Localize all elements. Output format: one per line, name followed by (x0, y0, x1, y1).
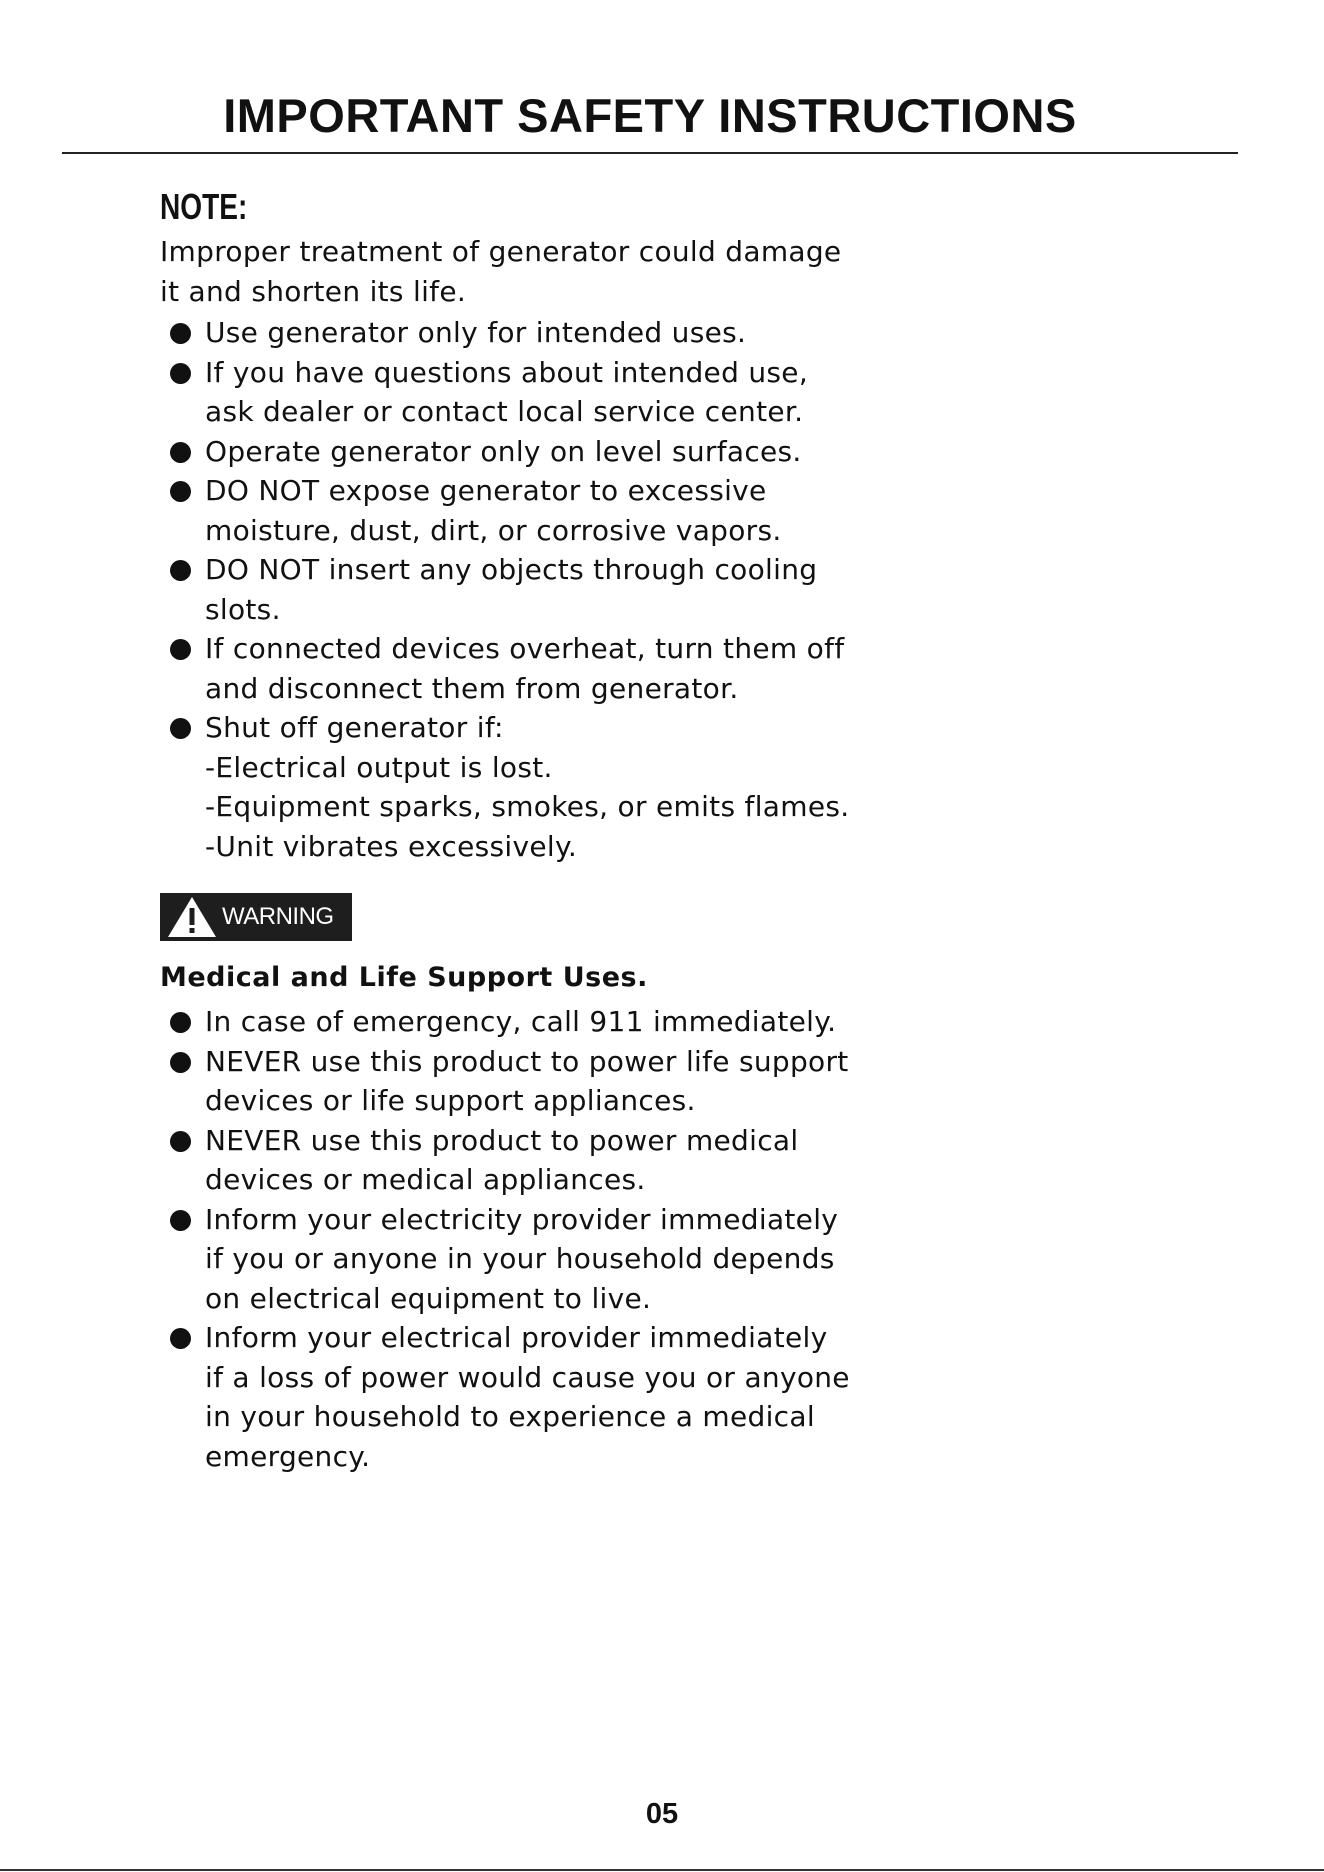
bullet-subitem: -Equipment sparks, smokes, or emits flames. (205, 790, 850, 823)
bullet-text: Inform your electricity provider immediately (205, 1202, 839, 1236)
bullet-text: ask dealer or contact local service center. (205, 395, 804, 428)
warning-badge (160, 893, 352, 941)
note-bullet-item (160, 432, 920, 472)
bullet-text: devices or medical appliances. (205, 1163, 646, 1196)
bullet-text: Use generator only for intended uses. (205, 316, 747, 349)
bullet-text: NEVER use this product to power medical (205, 1123, 799, 1157)
page-number: 05 (645, 1798, 679, 1830)
medical-bullet-item (160, 1042, 920, 1121)
note-intro-line: it and shorten its life. (160, 274, 467, 308)
medical-bullet-item (160, 1121, 920, 1200)
bullet-text: if you or anyone in your household depends (205, 1242, 835, 1275)
bullet-text: slots. (205, 592, 281, 626)
bullet-subitem: -Unit vibrates excessively. (205, 829, 578, 863)
bullet-text: emergency. (205, 1439, 371, 1473)
bullet-text: Operate generator only on level surfaces. (205, 434, 802, 468)
bullet-text: devices or life support appliances. (205, 1084, 696, 1117)
medical-bullet-item (160, 1318, 920, 1476)
note-bullet-item (160, 313, 920, 353)
medical-section (160, 958, 920, 1476)
bullet-text: and disconnect them from generator. (205, 671, 739, 705)
bullet-text: moisture, dust, dirt, or corrosive vapors. (205, 513, 782, 547)
medical-heading: Medical and Life Support Uses. (160, 962, 648, 993)
bullet-icon (170, 1328, 191, 1349)
note-bullet-item (160, 550, 920, 629)
bullet-icon (170, 718, 191, 739)
bullet-text: in your household to experience a medical (205, 1400, 815, 1433)
note-intro-line: Improper treatment of generator could damage (160, 235, 842, 268)
bullet-icon (170, 639, 191, 660)
page-title: IMPORTANT SAFETY INSTRUCTIONS (223, 89, 1077, 142)
bullet-text: DO NOT expose generator to excessive (205, 474, 767, 507)
note-bullet-item (160, 471, 920, 550)
note-bullet-list (160, 313, 920, 866)
warning-label: WARNING (222, 903, 334, 930)
bullet-text: if a loss of power would cause you or anyone (205, 1360, 850, 1394)
bullet-icon (170, 481, 191, 502)
warning-triangle-icon (166, 895, 218, 939)
bullet-icon (170, 1131, 191, 1152)
bullet-icon (170, 1052, 191, 1073)
medical-bullet-list (160, 1002, 920, 1476)
note-bullet-item (160, 708, 920, 866)
medical-bullet-item (160, 1002, 920, 1042)
note-section (160, 186, 920, 866)
bullet-icon (170, 1012, 191, 1033)
bullet-text: In case of emergency, call 911 immediately. (205, 1005, 837, 1038)
medical-bullet-item (160, 1200, 920, 1319)
bullet-subitem: -Electrical output is lost. (205, 750, 553, 784)
bullet-text: Inform your electrical provider immediately (205, 1321, 828, 1354)
bullet-text: Shut off generator if: (205, 711, 504, 744)
bottom-divider (0, 1869, 1324, 1871)
note-bullet-item (160, 629, 920, 708)
bullet-text: DO NOT insert any objects through cooling (205, 553, 818, 586)
bullet-icon (170, 1210, 191, 1231)
bullet-text: If connected devices overheat, turn them off (205, 632, 845, 665)
title-divider (62, 152, 1238, 154)
bullet-icon (170, 442, 191, 463)
bullet-text: If you have questions about intended use, (205, 355, 809, 389)
note-intro (160, 232, 920, 311)
note-bullet-item (160, 353, 920, 432)
bullet-text: NEVER use this product to power life support (205, 1044, 849, 1078)
bullet-icon (170, 323, 191, 344)
bullet-text: on electrical equipment to live. (205, 1281, 652, 1315)
bullet-icon (170, 363, 191, 384)
note-heading: NOTE: (160, 186, 248, 227)
bullet-icon (170, 560, 191, 581)
